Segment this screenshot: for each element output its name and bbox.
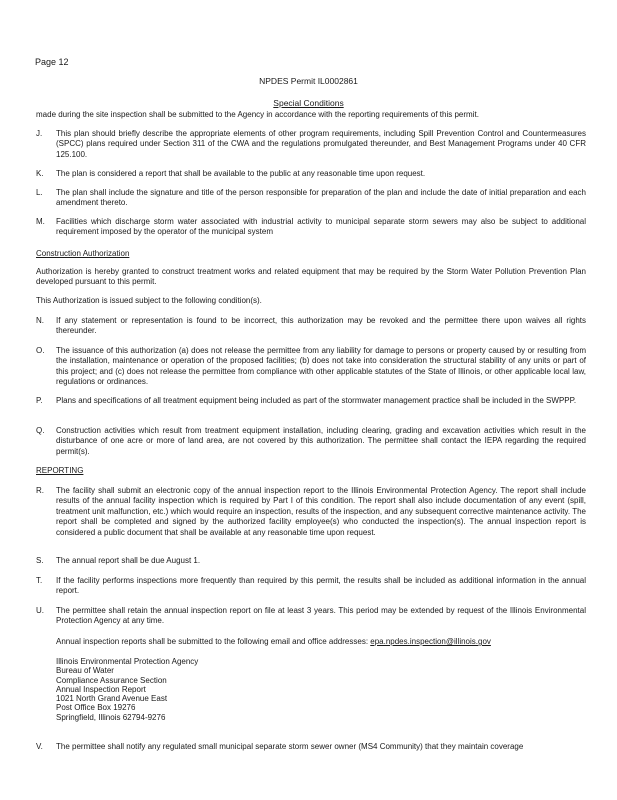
address-line: Bureau of Water <box>56 666 114 676</box>
list-item <box>36 396 586 406</box>
address-line: Compliance Assurance Section <box>56 675 167 685</box>
list-item <box>36 129 586 160</box>
list-item <box>36 217 586 238</box>
list-item <box>36 742 586 752</box>
item-text: Facilities which discharge storm water associated with industrial activity to municipal separate storm sewers may also be subject to additional requirement imposed by the operator of the municipal system <box>56 217 586 237</box>
submission-instructions <box>56 637 586 647</box>
address-line: Illinois Environmental Protection Agency <box>56 657 199 666</box>
item-letter: P. <box>36 396 43 405</box>
item-letter: V. <box>36 742 43 751</box>
item-letter: Q. <box>36 426 45 435</box>
address-line: 1021 North Grand Avenue East <box>56 694 168 704</box>
list-item <box>36 426 586 457</box>
address-line: Annual Inspection Report <box>56 684 146 694</box>
page-number: Page 12 <box>35 57 69 67</box>
submission-text: Annual inspection reports shall be submitted to the following email and office addresses: <box>56 637 371 646</box>
item-letter: T. <box>36 576 43 585</box>
list-item <box>36 316 586 337</box>
address-line: Post Office Box 19276 <box>56 703 136 713</box>
item-text: The annual report shall be due August 1. <box>56 556 201 565</box>
item-letter: M. <box>36 217 45 226</box>
construction-para-1: Authorization is hereby granted to construct treatment works and related equipment that may be required by the Storm Water Pollution Prevention Plan developed pursuant to this permit. <box>36 267 586 287</box>
section-title: Special Conditions <box>273 98 344 108</box>
item-text: If any statement or representation is found to be incorrect, this authorization may be revoked and the permittee there upon waives all rights thereunder. <box>56 316 586 336</box>
list-item <box>36 169 586 179</box>
item-text: Plans and specifications of all treatment equipment being included as part of the stormwater management practice shall be included in the SWPPP. <box>56 396 577 405</box>
email-link[interactable]: epa.npdes.inspection@illinois.gov <box>370 637 491 646</box>
item-letter: U. <box>36 606 44 615</box>
item-text: The issuance of this authorization (a) does not release the permittee from any liability for damage to persons or property caused by or resulting from the installation, maintenance or operation of the proposed facilities; (b) does not take into consideration the structural stability of any units or part of this project; and (c) does not release the permittee from compliance with other applicable statutes of the State of Illinois, or other applicable local law, regulations or ordinances. <box>56 346 586 387</box>
address-line: Springfield, Illinois 62794-9276 <box>56 712 166 722</box>
mailing-address <box>56 657 198 722</box>
list-item <box>36 346 586 388</box>
list-item <box>36 606 586 627</box>
item-letter: K. <box>36 169 44 178</box>
list-item <box>36 486 586 538</box>
list-item <box>36 556 586 566</box>
item-letter: L. <box>36 188 43 197</box>
list-item <box>36 188 586 209</box>
intro-fragment: made during the site inspection shall be submitted to the Agency in accordance with the reporting requirements of this permit. <box>36 110 479 119</box>
item-text: Construction activities which result from treatment equipment installation, including clearing, grading and excavation activities which result in the disturbance of one acre or more of land area, are not covered by this authorization. The permittee shall contact the IEPA regarding the required permit(s). <box>56 426 586 456</box>
item-letter: N. <box>36 316 44 325</box>
item-text: The plan shall include the signature and title of the person responsible for preparation of the plan and include the date of initial preparation and each amendment thereto. <box>56 188 586 208</box>
item-letter: O. <box>36 346 45 355</box>
item-text: If the facility performs inspections more frequently than required by this permit, the results shall be included as additional information in the annual report. <box>56 576 586 596</box>
item-text: The permittee shall notify any regulated small municipal separate storm sewer owner (MS4 Community) that they maintain coverage <box>56 742 524 751</box>
item-letter: J. <box>36 129 43 138</box>
item-text: The facility shall submit an electronic copy of the annual inspection report to the Illinois Environmental Protection Agency. The report shall include results of the annual facility inspection which is required by Part I of this condition. The report shall also include documentation of any event (spill, treatment unit malfunction, etc.) which would require an inspection, results of the inspection, and any subsequent corrective maintenance activity. The report shall be completed and signed by the authorized facility employee(s) who conducted the inspection(s). The annual inspection report is considered a public document that shall be available at any reasonable time upon request. <box>56 486 586 537</box>
construction-para-2: This Authorization is issued subject to the following condition(s). <box>36 296 262 305</box>
item-letter: R. <box>36 486 44 495</box>
construction-heading: Construction Authorization <box>36 249 130 258</box>
item-letter: S. <box>36 556 44 565</box>
item-text: The permittee shall retain the annual inspection report on file at least 3 years. This period may be extended by request of the Illinois Environmental Protection Agency at any time. <box>56 606 586 626</box>
item-text: This plan should briefly describe the appropriate elements of other program requirements, including Spill Prevention Control and Countermeasures (SPCC) plans required under Section 311 of the CWA and the regulations promulgated thereunder, and Best Management Programs under 40 CFR 125.100. <box>56 129 586 159</box>
item-text: The plan is considered a report that shall be available to the public at any reasonable time upon request. <box>56 169 426 178</box>
reporting-heading: REPORTING <box>36 466 84 475</box>
permit-number: NPDES Permit IL0002861 <box>259 76 358 86</box>
list-item <box>36 576 586 597</box>
